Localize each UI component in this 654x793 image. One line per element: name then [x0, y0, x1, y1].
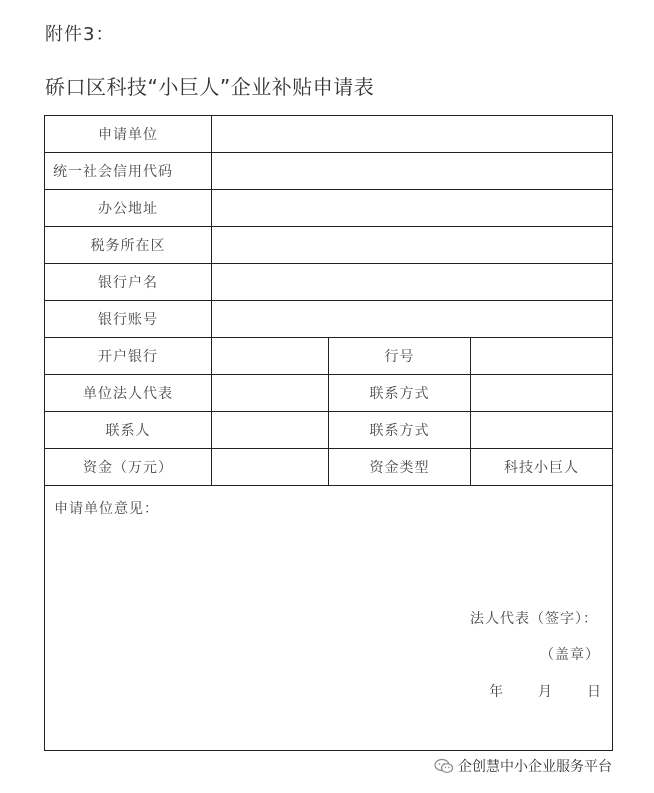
- wechat-icon: [434, 758, 454, 774]
- row-funds: [45, 449, 613, 486]
- field-applicant[interactable]: [212, 116, 613, 153]
- field-credit-code[interactable]: [212, 153, 613, 190]
- label-office-address: 办公地址: [45, 190, 212, 227]
- row-bank-account-number: [45, 301, 613, 338]
- field-opening-bank[interactable]: [212, 338, 329, 375]
- attachment-number: 附件3：: [45, 24, 115, 45]
- field-office-address[interactable]: [212, 190, 613, 227]
- label-bank-account-name: 银行户名: [45, 264, 212, 301]
- month-label: 月: [538, 684, 554, 700]
- opinion-area[interactable]: [45, 486, 613, 751]
- day-label: 日: [587, 684, 603, 700]
- label-tax-district: 税务所在区: [45, 227, 212, 264]
- row-credit-code: [45, 153, 613, 190]
- field-contact-method-2[interactable]: [471, 412, 613, 449]
- label-bank-code: 行号: [329, 338, 471, 375]
- field-bank-code[interactable]: [471, 338, 613, 375]
- field-bank-account-number[interactable]: [212, 301, 613, 338]
- field-contact-person[interactable]: [212, 412, 329, 449]
- label-fund-type: 资金类型: [329, 449, 471, 486]
- row-contact-person: [45, 412, 613, 449]
- label-contact-person: 联系人: [45, 412, 212, 449]
- label-credit-code: 统一社会信用代码: [45, 153, 212, 190]
- label-funds: 资金（万元）: [45, 449, 212, 486]
- signature-label: 法人代表（签字）：: [470, 611, 599, 627]
- row-tax-district: [45, 227, 613, 264]
- row-office-address: [45, 190, 613, 227]
- date-line: [489, 681, 602, 701]
- row-opening-bank: [45, 338, 613, 375]
- row-applicant: [45, 116, 613, 153]
- year-label: 年: [489, 684, 505, 700]
- field-tax-district[interactable]: [212, 227, 613, 264]
- field-funds[interactable]: [212, 449, 329, 486]
- watermark: [430, 754, 616, 778]
- field-contact-method-1[interactable]: [471, 375, 613, 412]
- label-applicant: 申请单位: [45, 116, 212, 153]
- row-legal-rep: [45, 375, 613, 412]
- field-bank-account-name[interactable]: [212, 264, 613, 301]
- watermark-text: 企创慧中小企业服务平台: [458, 759, 612, 775]
- form-title: 硚口区科技“小巨人”企业补贴申请表: [45, 75, 375, 99]
- label-bank-account-number: 银行账号: [45, 301, 212, 338]
- seal-label: （盖章）: [540, 647, 601, 663]
- row-bank-account-name: [45, 264, 613, 301]
- application-form-table: [44, 115, 613, 751]
- label-contact-method-1: 联系方式: [329, 375, 471, 412]
- label-contact-method-2: 联系方式: [329, 412, 471, 449]
- label-opening-bank: 开户银行: [45, 338, 212, 375]
- opinion-label: 申请单位意见：: [54, 501, 159, 517]
- label-legal-rep: 单位法人代表: [45, 375, 212, 412]
- field-legal-rep[interactable]: [212, 375, 329, 412]
- value-fund-type: 科技小巨人: [471, 449, 613, 486]
- row-opinion: [45, 486, 613, 751]
